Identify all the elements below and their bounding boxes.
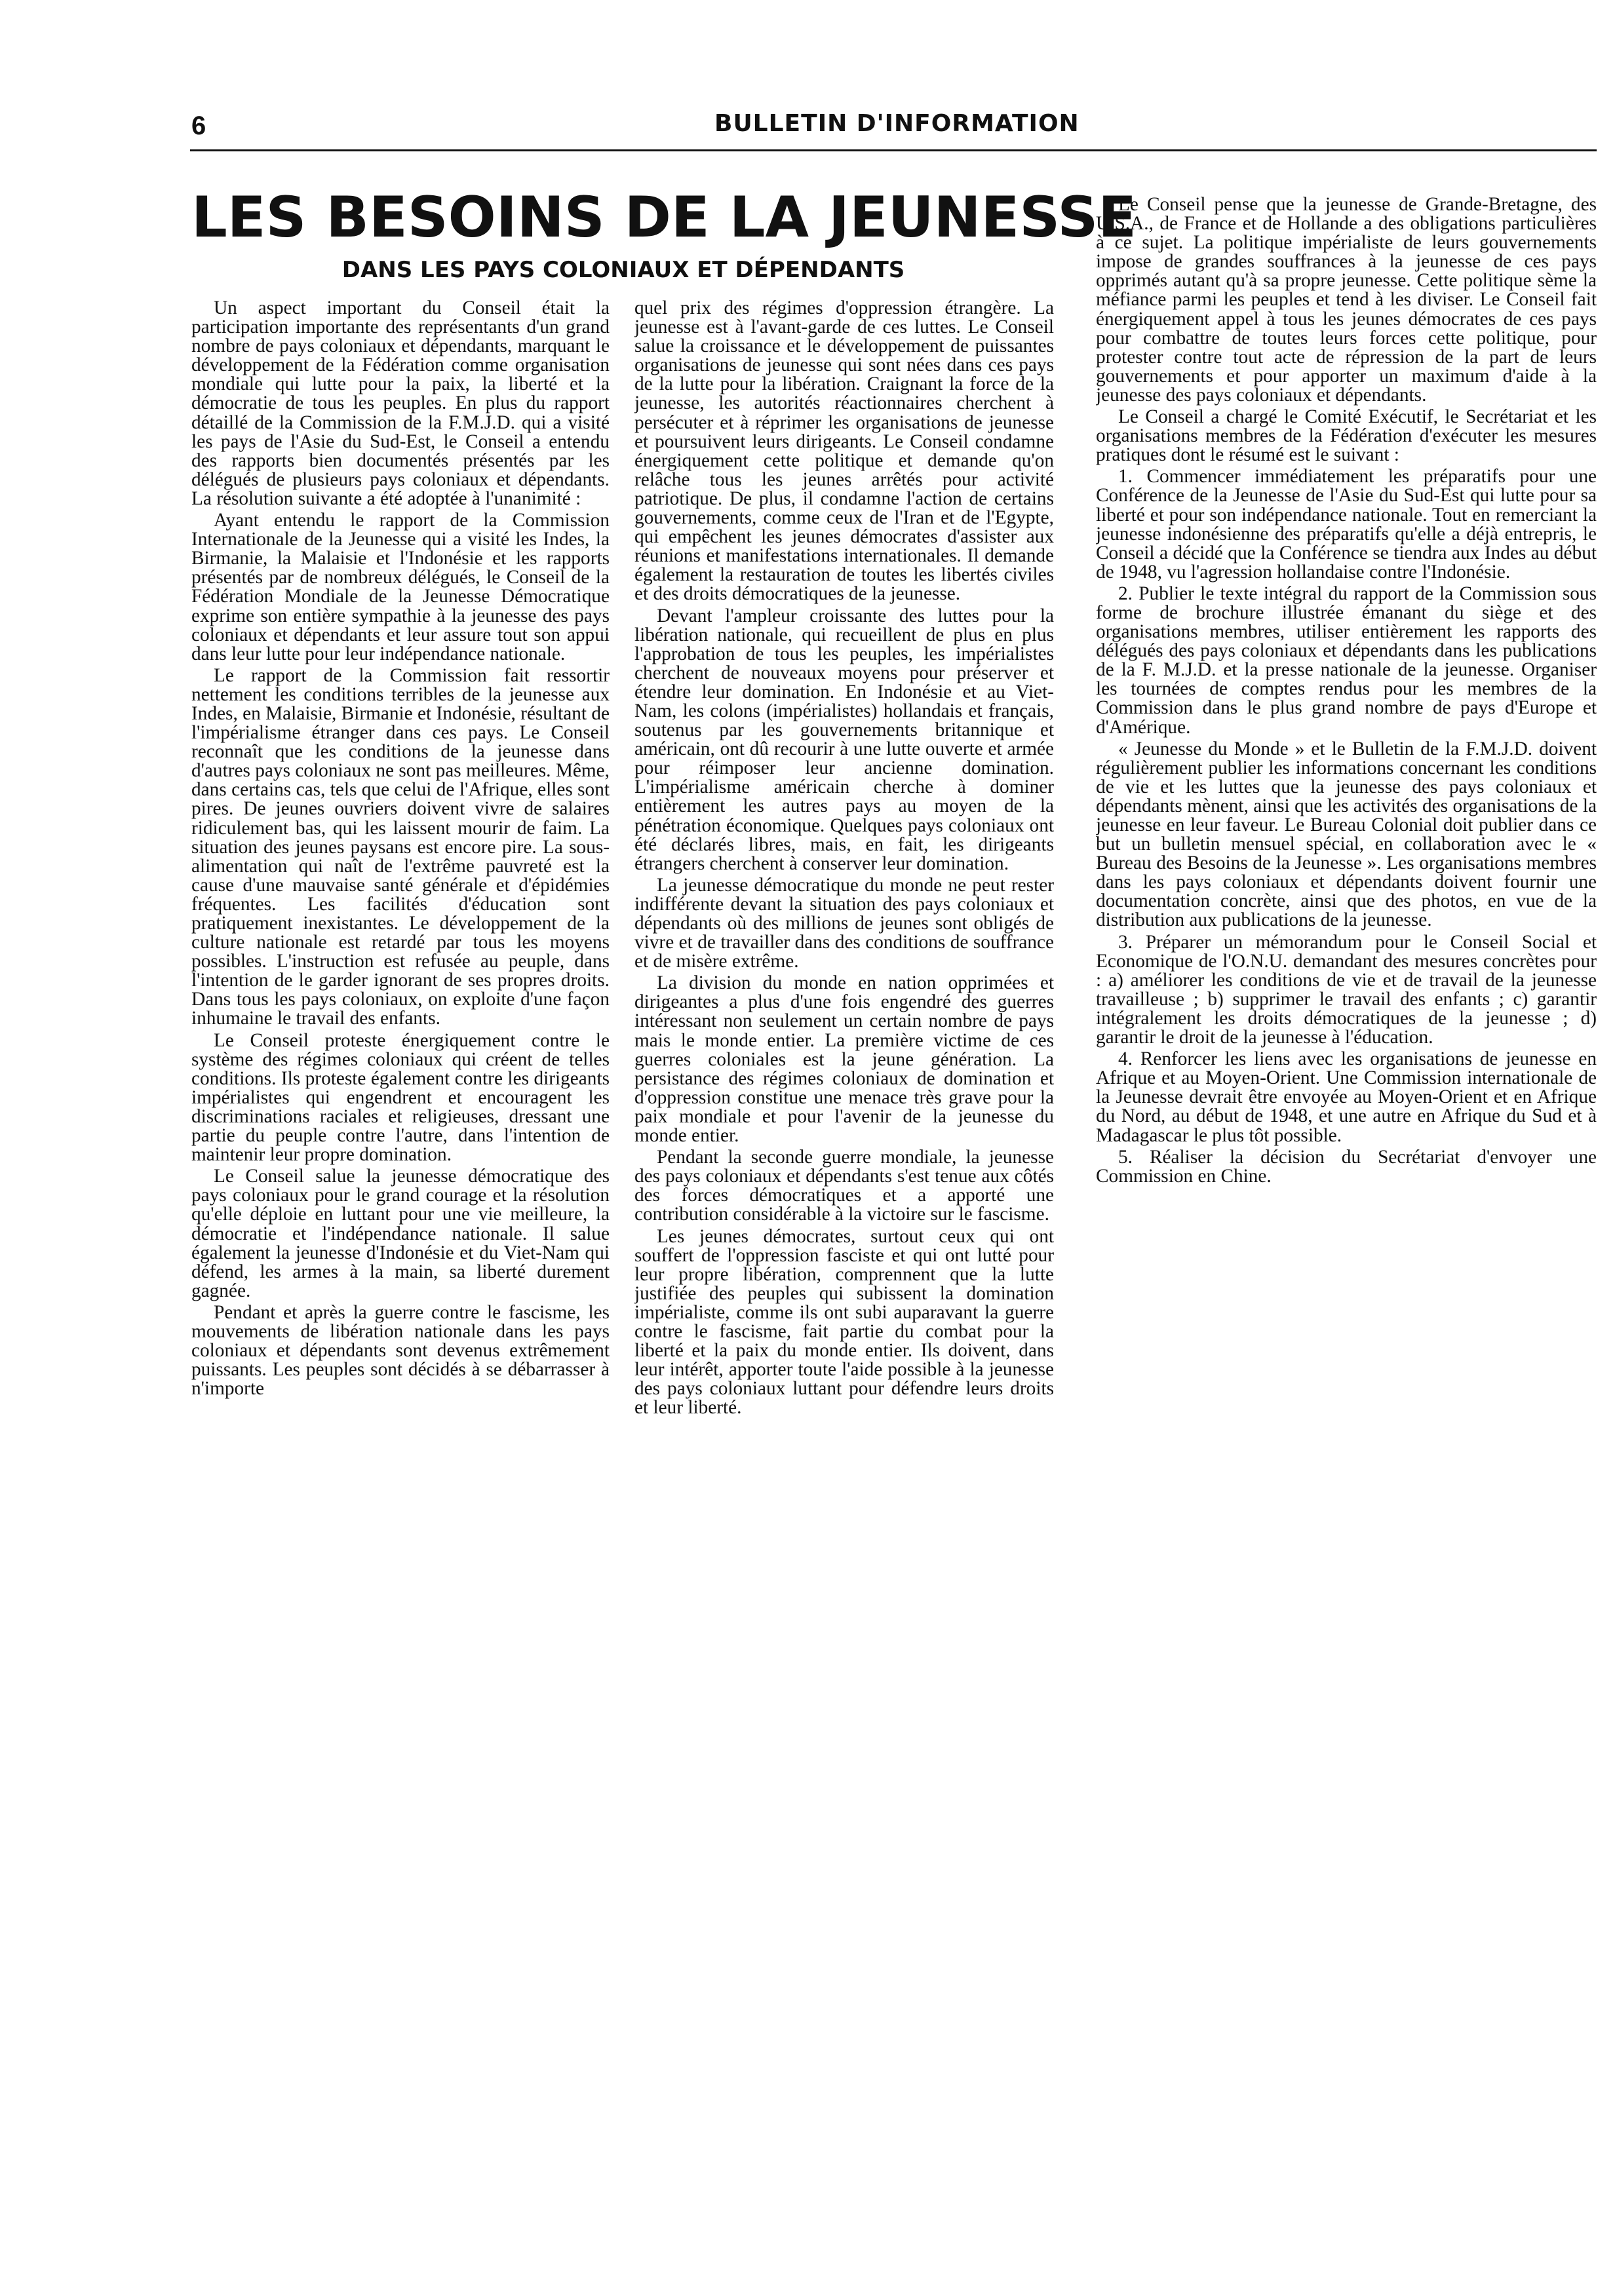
text-column-1 <box>191 299 610 2238</box>
paragraph: Un aspect important du Conseil était la participation importante des représentants d'un grand nombre de pays coloniaux et dépendants, marquant le développement de la Fédération comme organisation mondiale qui lutte pour la paix, la liberté et la démocratie de tous les peuples. En plus du rapport détaillé de la Commission de la F.M.J.D. qui a visité les pays de l'Asie du Sud-Est, le Conseil a entendu des rapports bien documentés présentés par les délégués de plusieurs pays coloniaux et dépendants. La résolution suivante a été adoptée à l'unanimité : <box>191 299 610 509</box>
publication-header: BULLETIN D'INFORMATION <box>714 110 1080 137</box>
paragraph: Le Conseil a chargé le Comité Exécutif, le Secrétariat et les organisations membres de la Fédération d'exécuter les mesures pratiques dont le résumé est le suivant : <box>1096 406 1597 466</box>
paragraph: Ayant entendu le rapport de la Commission Internationale de la Jeunesse qui a visité les Indes, la Birmanie, la Malaisie et l'Indonésie et les rapports présentés par de nombreux délégués, le Conseil de la Fédération Mondiale de la Jeunesse Démocratique exprime son entière sympathie à la jeunesse des pays coloniaux et dépendants et leur assure tout son appui dans leur lutte pour leur indépendance nationale. <box>191 510 610 664</box>
paragraph: 1. Commencer immédiatement les préparatifs pour une Conférence de la Jeunesse de l'Asie du Sud-Est qui lutte pour sa liberté et pour son indépendance nationale. Tout en remerciant la jeunesse indonésienne des préparatifs qu'elle a déjà entrepris, le Conseil a décidé que la Conférence se tiendra aux Indes au début de 1948, vu l'agression hollandaise contre l'Indonésie. <box>1096 466 1597 583</box>
paragraph: quel prix des régimes d'oppression étrangère. La jeunesse est à l'avant-garde de ces luttes. Le Conseil salue la croissance et le développement de puissantes organisations de jeunesse qui sont nées dans ces pays de la lutte pour la libération. Craignant la force de la jeunesse, les autorités réactionnaires cherchent à persécuter et à réprimer les organisations de jeunesse et poursuivent leurs dirigeants. Le Conseil condamne énergiquement cette politique et demande qu'on relâche tous les jeunes arrêtés pour activité patriotique. De plus, il condamne l'action de certains gouvernements, comme ceux de l'Iran et de l'Egypte, qui empêchent les jeunes démocrates d'assister aux réunions et manifestations internationales. Il demande également la restauration de toutes les libertés civiles et des droits démocratiques de la jeunesse. <box>634 299 1054 605</box>
paragraph: 4. Renforcer les liens avec les organisations de jeunesse en Afrique et au Moyen-Orient. Une Commission internationale de la Jeunesse devrait être envoyée au Moyen-Orient et en Afrique du Nord, au début de 1948, et une autre en Afrique du Sud et à Madagascar le plus tôt possible. <box>1096 1048 1597 1146</box>
article-title: LES BESOINS DE LA JEUNESSE <box>191 185 1137 250</box>
header-rule <box>190 149 1597 151</box>
article-subtitle: DANS LES PAYS COLONIAUX ET DÉPENDANTS <box>341 257 905 283</box>
paragraph: Le rapport de la Commission fait ressortir nettement les conditions terribles de la jeunesse aux Indes, en Malaisie, Birmanie et Indonésie, résultant de l'impérialisme étranger dans ces pays. Le Conseil reconnaît que les conditions de la jeunesse dans d'autres pays coloniaux ne sont pas meilleures. Même, dans certains cas, tels que celui de l'Afrique, elles sont pires. De jeunes ouvriers doivent vivre de salaires ridiculement bas, qui les laissent mourir de faim. La situation des jeunes paysans est encore pire. La sous-alimentation qui naît de l'extrême pauvreté est la cause d'une mauvaise santé générale et d'épidémies fréquentes. Les facilités d'éducation sont pratiquement inexistantes. Le développement de la culture nationale est retardé par tous les moyens possibles. L'instruction est refusée au peuple, dans l'intention de le garder ignorant de ses propres droits. Dans tous les pays coloniaux, on exploite d'une façon inhumaine le travail des enfants. <box>191 664 610 1029</box>
text-column-2 <box>634 299 1054 2238</box>
paragraph: Les jeunes démocrates, surtout ceux qui ont souffert de l'oppression fasciste et qui ont lutté pour leur propre libération, comprennent que la lutte justifiée des peuples qui subissent la domination impérialiste, comme ils ont subi auparavant la guerre contre le fascisme, fait partie du combat pour la liberté et la paix du monde entier. Ils doivent, dans leur intérêt, apporter toute l'aide possible à la jeunesse des pays coloniaux luttant pour défendre leurs droits et leur liberté. <box>634 1225 1054 1419</box>
paragraph: Pendant et après la guerre contre le fascisme, les mouvements de libération nationale dans les pays coloniaux et dépendants sont devenus extrêmement puissants. Les peuples sont décidés à se débarrasser à n'importe <box>191 1301 610 1400</box>
text-column-3 <box>1096 195 1597 2238</box>
paragraph: « Jeunesse du Monde » et le Bulletin de la F.M.J.D. doivent régulièrement publier les informations concernant les conditions de vie et les luttes que la jeunesse des pays coloniaux et dépendants mènent, ainsi que les activités des organisations de la jeunesse en leur faveur. Le Bureau Colonial doit publier dans ce but un bulletin mensuel spécial, en collaboration avec le « Bureau des Besoins de la Jeunesse ». Les organisations membres dans les pays coloniaux et dépendants doivent fournir une documentation concrète, ainsi que des photos, en vue de la distribution aux publications de la jeunesse. <box>1096 738 1597 931</box>
paragraph: La jeunesse démocratique du monde ne peut rester indifférente devant la situation des pays coloniaux et dépendants où des millions de jeunes sont obligés de vivre et de travailler dans des conditions de souffrance et de misère extrême. <box>634 874 1054 972</box>
paragraph: 3. Préparer un mémorandum pour le Conseil Social et Economique de l'O.N.U. demandant des mesures concrètes pour : a) améliorer les conditions de vie et de travail de la jeunesse travailleuse ; b) supprimer le travail des enfants ; c) garantir intégralement les droits démocratiques de la jeunesse ; d) garantir le droit de la jeunesse à l'éducation. <box>1096 931 1597 1048</box>
paragraph: 5. Réaliser la décision du Secrétariat d'envoyer une Commission en Chine. <box>1096 1146 1597 1187</box>
paragraph: 2. Publier le texte intégral du rapport de la Commission sous forme de brochure illustrée émanant du siège et des organisations membres, utiliser entièrement les rapports des délégués des pays coloniaux et dépendants dans les publications de la F. M.J.D. et la presse nationale de la jeunesse. Organiser les tournées de comptes rendus pour les membres de la Commission dans le plus grand nombre de pays d'Europe et d'Amérique. <box>1096 583 1597 738</box>
page-number: 6 <box>191 111 206 140</box>
paragraph: Pendant la seconde guerre mondiale, la jeunesse des pays coloniaux et dépendants s'est tenue aux côtés des forces démocratiques et a apporté une contribution considérable à la victoire sur le fascisme. <box>634 1147 1054 1225</box>
paragraph: La division du monde en nation opprimées et dirigeantes a plus d'une fois engendré des guerres intéressant non seulement un certain nombre de pays mais le monde entier. La première victime de ces guerres coloniales est la jeune génération. La persistance des régimes coloniaux de domination et d'oppression constitue une menace très grave pour la paix mondiale et pour l'avenir de la jeunesse du monde entier. <box>634 972 1054 1147</box>
paragraph: Devant l'ampleur croissante des luttes pour la libération nationale, qui recueillent de plus en plus l'approbation de tous les peuples, les impérialistes cherchent de nouveaux moyens pour préserver et étendre leur domination. En Indonésie et au Viet-Nam, les colons (impérialistes) hollandais et français, soutenus par les gouvernements britannique et américain, ont dû recourir à une lutte ouverte et armée pour réimposer leur ancienne domination. L'impérialisme américain cherche à dominer entièrement les autres pays au moyen de la pénétration économique. Quelques pays coloniaux ont été déclarés libres, mais, en fait, les dirigeants étrangers cherchent à conserver leur domination. <box>634 605 1054 874</box>
paragraph: Le Conseil salue la jeunesse démocratique des pays coloniaux pour le grand courage et la résolution qu'elle déploie en luttant pour une vie meilleure, la démocratie et l'indépendance nationale. Il salue également la jeunesse d'Indonésie et du Viet-Nam qui défend, les armes à la main, sa liberté durement gagnée. <box>191 1166 610 1301</box>
paragraph: Le Conseil pense que la jeunesse de Grande-Bretagne, des U.S.A., de France et de Hollande a des obligations particulières à ce sujet. La politique impérialiste de leurs gouvernements impose de grandes souffrances à la jeunesse de ces pays opprimés autant qu'à sa propre jeunesse. Cette politique sème la méfiance parmi les peuples et tend à les diviser. Le Conseil fait énergiquement appel à tous les jeunes démocrates de ces pays pour combattre de toutes leurs forces cette politique, pour protester contre tout acte de répression de la part de leurs gouvernements et pour apporter un maximum d'aide à la jeunesse des pays coloniaux et dépendants. <box>1096 195 1597 406</box>
paragraph: Le Conseil proteste énergiquement contre le système des régimes coloniaux qui créent de telles conditions. Ils proteste également contre les dirigeants impérialistes qui engendrent et encouragent les discriminations raciales et religieuses, dressant une partie du peuple contre l'autre, dans l'intention de maintenir leur propre domination. <box>191 1029 610 1166</box>
